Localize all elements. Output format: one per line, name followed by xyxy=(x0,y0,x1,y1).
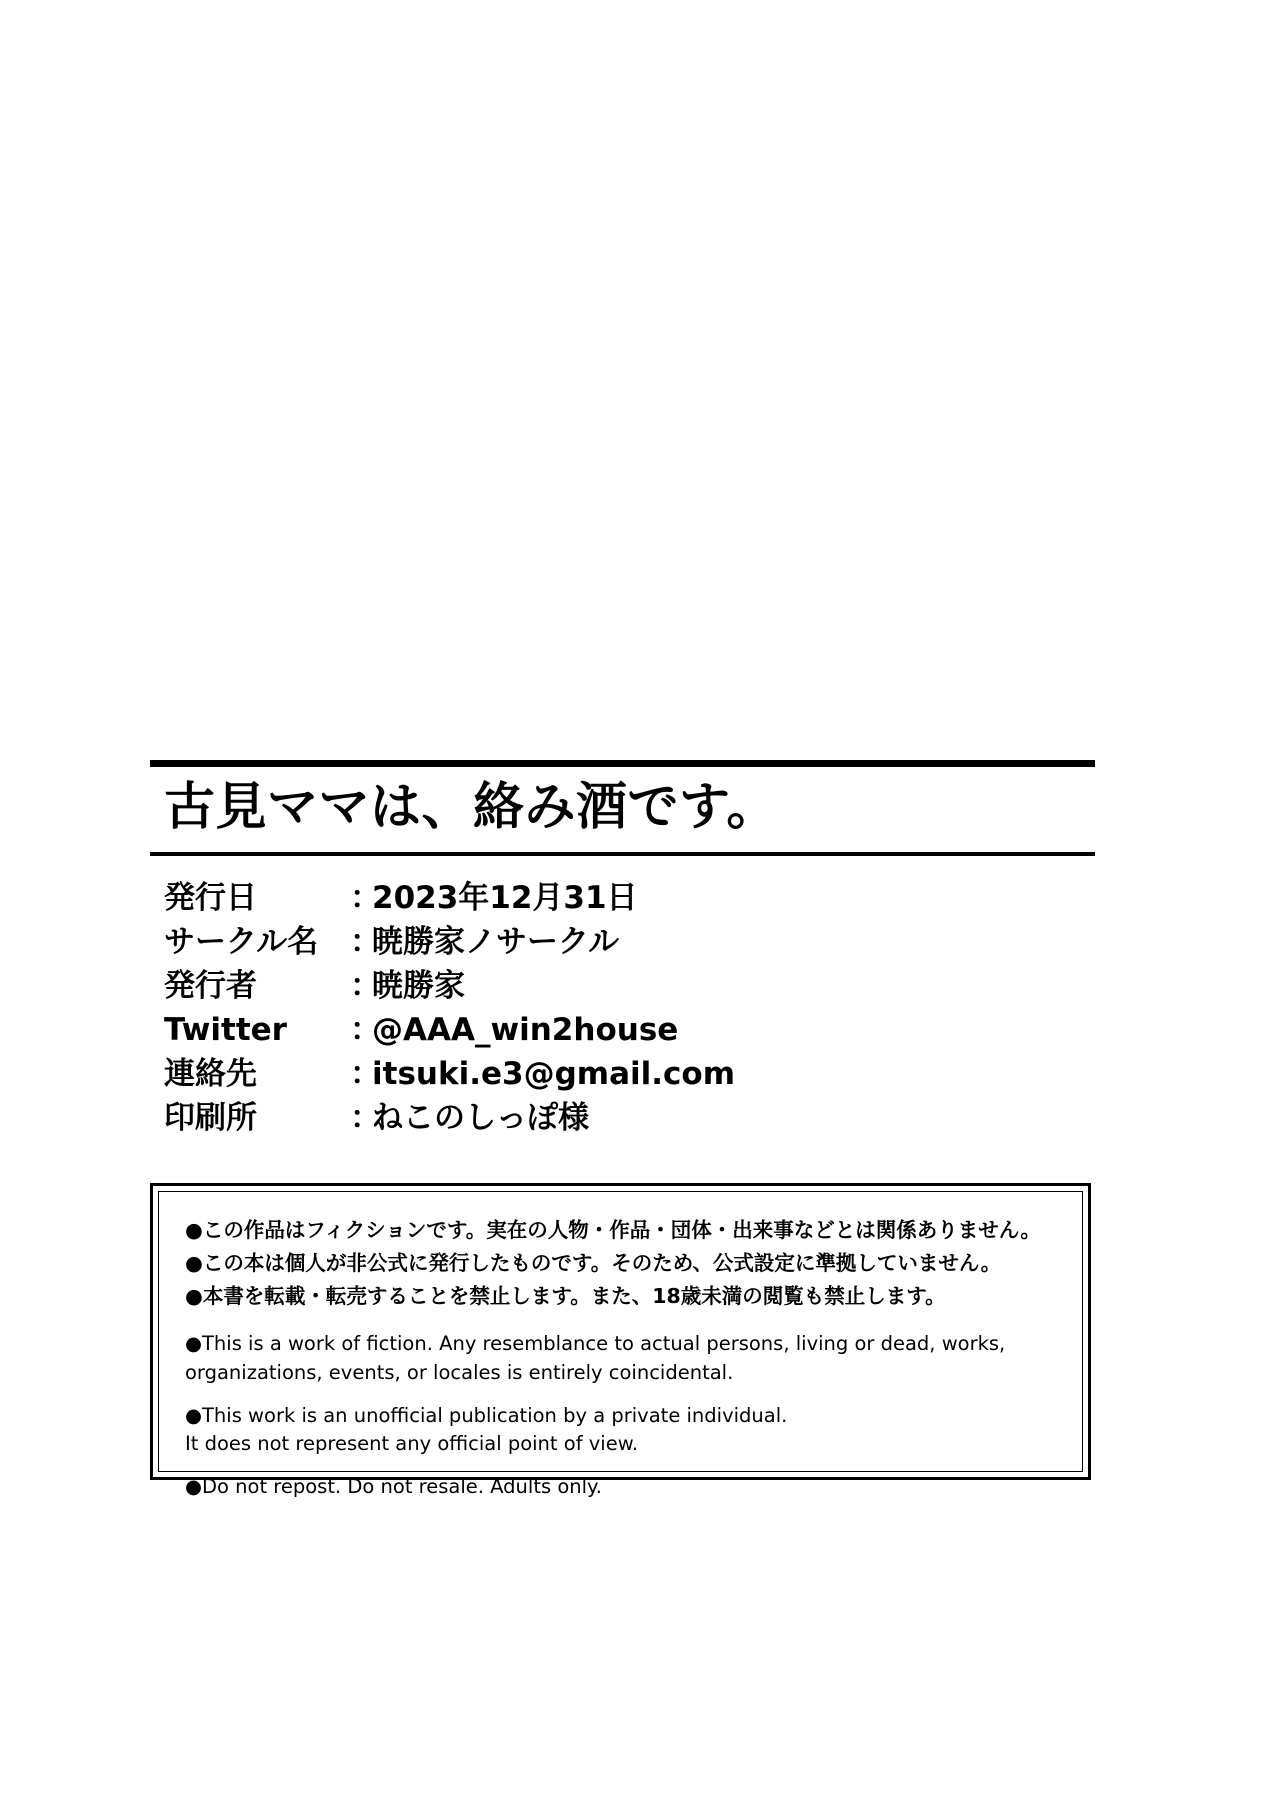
disclaimer-jp-line-3: ●本書を転載・転売することを禁止します。また、18歳未満の閲覧も禁止します。 xyxy=(185,1283,946,1308)
page-title: 古見ママは、絡み酒です。 xyxy=(164,778,778,837)
info-label: 印刷所 xyxy=(164,1099,257,1136)
info-separator: ： xyxy=(350,1099,381,1136)
info-separator: ： xyxy=(350,879,381,916)
disclaimer-jp-line-2: ●この本は個人が非公式に発行したものです。そのため、公式設定に準拠していません。 xyxy=(185,1250,1002,1275)
info-value: 暁勝家ノサークル xyxy=(372,923,620,960)
disclaimer-box xyxy=(150,1183,1091,1499)
info-row-contact xyxy=(164,1052,1110,1096)
disclaimer-en-line-1: ●This is a work of fiction. Any resemblance to actual persons, living or dead, works, xyxy=(185,1332,1006,1356)
info-separator: ： xyxy=(350,1011,381,1048)
publication-info-list xyxy=(150,876,1110,1140)
disclaimer-en-line-3: ●This work is an unofficial publication by a private individual. xyxy=(185,1403,788,1427)
info-row-publisher xyxy=(164,964,1110,1008)
disclaimer-en-line-4: It does not represent any official point of view. xyxy=(185,1432,639,1456)
info-value: 暁勝家 xyxy=(372,967,465,1004)
title-rule-bottom xyxy=(150,852,1095,856)
info-row-publication-date xyxy=(164,876,1110,920)
title-rule-top xyxy=(150,760,1095,767)
info-separator: ： xyxy=(350,923,381,960)
info-value-email[interactable]: itsuki.e3@gmail.com xyxy=(372,1055,735,1092)
info-label: 発行者 xyxy=(164,967,257,1004)
info-separator: ： xyxy=(350,967,381,1004)
info-label: サークル名 xyxy=(164,923,319,960)
info-label: 連絡先 xyxy=(164,1055,257,1092)
title-row xyxy=(150,767,1110,844)
disclaimer-en-line-2: organizations, events, or locales is entirely coincidental. xyxy=(185,1360,734,1384)
info-value-twitter-handle[interactable]: @AAA_win2house xyxy=(372,1011,679,1048)
info-row-twitter xyxy=(164,1008,1110,1052)
colophon-block xyxy=(150,760,1110,1140)
info-value: ねこのしっぽ様 xyxy=(372,1099,589,1136)
info-row-printer xyxy=(164,1096,1110,1140)
disclaimer-en-line-5: ●Do not repost. Do not resale. Adults only. xyxy=(185,1475,602,1499)
disclaimer-inner-border xyxy=(158,1191,1083,1499)
disclaimer-jp-line-1: ●この作品はフィクションです。実在の人物・作品・団体・出来事などとは関係ありません。 xyxy=(185,1218,1041,1242)
info-label: 発行日 xyxy=(164,879,257,916)
disclaimer-en-block xyxy=(185,1330,1056,1501)
info-separator: ： xyxy=(350,1055,381,1092)
info-value: 2023年12月31日 xyxy=(372,879,638,916)
info-label: Twitter xyxy=(164,1011,287,1048)
info-row-circle-name xyxy=(164,920,1110,964)
